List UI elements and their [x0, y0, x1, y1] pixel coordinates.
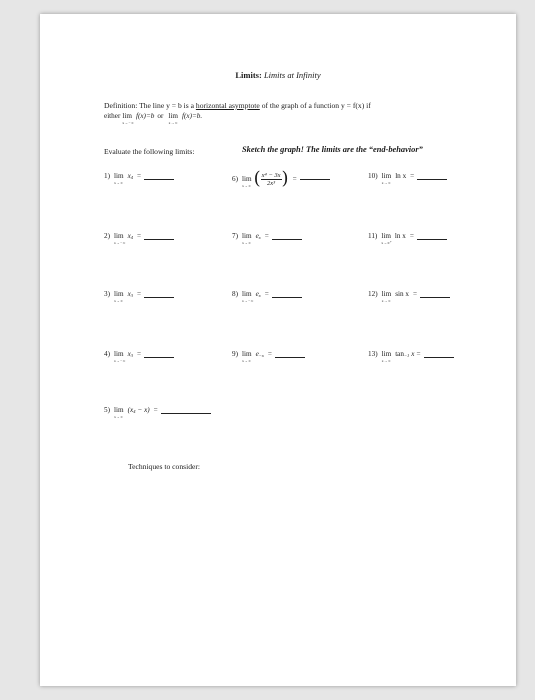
equals-sign: = [137, 232, 142, 240]
lim-subscript: x→∞ [242, 184, 252, 188]
problem-12 [368, 290, 450, 303]
expression-base: x [127, 232, 131, 240]
equals-sign: = [264, 232, 269, 240]
problem-number: 9) [232, 350, 238, 358]
lim-text: lim [114, 232, 124, 240]
equals-sign: = [153, 406, 158, 414]
expression-base: ln x [395, 172, 407, 180]
limit-operator [242, 232, 252, 245]
expression-tail: x [411, 350, 415, 358]
problem-7 [232, 232, 302, 245]
definition-text-b: of the graph of a function y = f(x) if [259, 101, 371, 110]
lim-subscript: x→0⁺ [381, 241, 393, 245]
expression-exponent: 4 [130, 235, 134, 240]
definition-line-1 [104, 100, 371, 111]
lim-text: lim [242, 350, 252, 358]
lim-subscript: x→∞ [114, 415, 124, 419]
expression-base: x [127, 290, 131, 298]
expression-tail: − x) [137, 406, 150, 414]
lim-text: lim [381, 232, 391, 240]
problem-5 [104, 406, 211, 419]
definition-expr-a: f(x)=b [135, 112, 155, 120]
definition-limit-b [168, 112, 178, 125]
expression-base: tan [395, 350, 404, 358]
lim-text: lim [242, 175, 252, 183]
limit-operator [242, 290, 254, 303]
expression-exponent: 3 [130, 353, 134, 358]
problem-number: 8) [232, 290, 238, 298]
expression-base: (x [127, 406, 134, 414]
problem-3 [104, 290, 174, 303]
definition-or: or [157, 112, 164, 120]
answer-blank[interactable] [144, 178, 174, 180]
lim-subscript: x→∞ [168, 121, 178, 125]
expression-exponent: −1 [403, 353, 410, 358]
right-paren: ) [281, 168, 289, 189]
title-italic: Limits at Infinity [263, 70, 321, 80]
lim-text: lim [242, 232, 252, 240]
limit-operator [114, 172, 124, 185]
problem-number: 6) [232, 175, 238, 183]
expression-base: e [255, 350, 259, 358]
title-bold: Limits: [235, 70, 262, 80]
problem-number: 7) [232, 232, 238, 240]
answer-blank[interactable] [300, 178, 330, 180]
problem-13 [368, 350, 454, 363]
problem-1 [104, 172, 174, 185]
equals-sign: = [416, 350, 421, 358]
lim-text: lim [114, 290, 124, 298]
lim-text: lim [242, 290, 252, 298]
page-title [40, 70, 516, 80]
expression-base: e [255, 232, 259, 240]
problem-4 [104, 350, 174, 363]
definition-limit-a [122, 112, 135, 125]
lim-subscript: x→−∞ [114, 241, 126, 245]
answer-blank[interactable] [272, 296, 302, 298]
expression-exponent: −x [258, 353, 264, 358]
lim-subscript: x→−∞ [122, 121, 135, 125]
limit-operator [381, 350, 392, 363]
equals-sign: = [267, 350, 272, 358]
expression-exponent: x [258, 235, 261, 240]
limit-operator [381, 172, 392, 185]
limit-operator [114, 406, 124, 419]
answer-blank[interactable] [161, 412, 211, 414]
problem-11 [368, 232, 447, 245]
expression-exponent: x [258, 293, 261, 298]
answer-blank[interactable] [144, 238, 174, 240]
expression-base: x [127, 350, 131, 358]
problem-number: 1) [104, 172, 110, 180]
lim-subscript: x→−∞ [114, 359, 126, 363]
fraction-numerator: x⁴ − 3x [261, 171, 281, 179]
answer-blank[interactable] [144, 356, 174, 358]
lim-text: lim [168, 112, 178, 120]
equals-sign: = [137, 350, 142, 358]
answer-blank[interactable] [272, 238, 302, 240]
problem-number: 5) [104, 406, 110, 414]
techniques-heading: Techniques to consider: [128, 462, 201, 471]
answer-blank[interactable] [424, 356, 454, 358]
lim-text: lim [114, 172, 124, 180]
limit-operator [114, 290, 124, 303]
left-paren: ( [253, 168, 261, 189]
limit-operator [114, 350, 126, 363]
problem-8 [232, 290, 302, 303]
expression-base: x [127, 172, 131, 180]
equals-sign: = [137, 172, 142, 180]
lim-subscript: x→∞ [242, 359, 252, 363]
expression-exponent: 4 [130, 175, 134, 180]
equals-sign: = [412, 290, 418, 298]
answer-blank[interactable] [417, 178, 447, 180]
limit-operator [242, 175, 252, 188]
equals-sign: = [409, 232, 414, 240]
problem-number: 11) [368, 232, 378, 240]
sketch-instruction: Sketch the graph! The limits are the “end-behavior” [242, 145, 423, 154]
worksheet-page [40, 14, 516, 686]
problem-number: 4) [104, 350, 110, 358]
expression-exponent: 4 [133, 409, 136, 414]
problem-number: 12) [368, 290, 378, 298]
problem-6 [232, 170, 330, 188]
problem-number: 2) [104, 232, 110, 240]
equals-sign: = [137, 290, 142, 298]
problem-2 [104, 232, 174, 245]
expression-exponent: 3 [130, 293, 134, 298]
problem-number: 3) [104, 290, 110, 298]
definition-line-2 [104, 112, 203, 125]
problem-number: 10) [368, 172, 378, 180]
lim-subscript: x→∞ [114, 181, 124, 185]
limit-operator [242, 350, 252, 363]
problem-number: 13) [368, 350, 378, 358]
limit-operator [381, 290, 392, 303]
definition-expr-b: f(x)=b. [181, 112, 203, 120]
lim-text: lim [381, 290, 392, 298]
lim-subscript: x→∞ [242, 241, 252, 245]
answer-blank[interactable] [417, 238, 447, 240]
lim-subscript: x→∞ [114, 299, 124, 303]
equals-sign: = [292, 175, 297, 183]
equals-sign: = [264, 290, 269, 298]
expression-base: ln x [394, 232, 406, 240]
lim-subscript: x→∞ [381, 181, 392, 185]
limit-operator [381, 232, 393, 245]
lim-text: lim [122, 112, 132, 120]
definition-underlined-term: horizontal asymptote [195, 101, 260, 110]
answer-blank[interactable] [144, 296, 174, 298]
definition-text-a: The line y = b is a [139, 101, 196, 110]
lim-text: lim [381, 172, 392, 180]
limit-operator [114, 232, 126, 245]
fraction-denominator: 2x³ [267, 179, 276, 187]
lim-subscript: x→∞ [381, 299, 392, 303]
definition-either: either [104, 112, 121, 120]
answer-blank[interactable] [275, 356, 305, 358]
lim-subscript: x→−∞ [242, 299, 254, 303]
lim-text: lim [114, 406, 124, 414]
answer-blank[interactable] [420, 296, 450, 298]
expression-base: sin x [395, 290, 409, 298]
lim-subscript: x→∞ [381, 359, 392, 363]
expression-base: e [255, 290, 259, 298]
definition-label: Definition: [104, 101, 138, 110]
equals-sign: = [410, 172, 415, 180]
problem-9 [232, 350, 305, 363]
fraction [261, 172, 282, 187]
problem-10 [368, 172, 447, 185]
lim-text: lim [114, 350, 124, 358]
evaluate-instruction: Evaluate the following limits: [104, 147, 195, 156]
lim-text: lim [381, 350, 392, 358]
